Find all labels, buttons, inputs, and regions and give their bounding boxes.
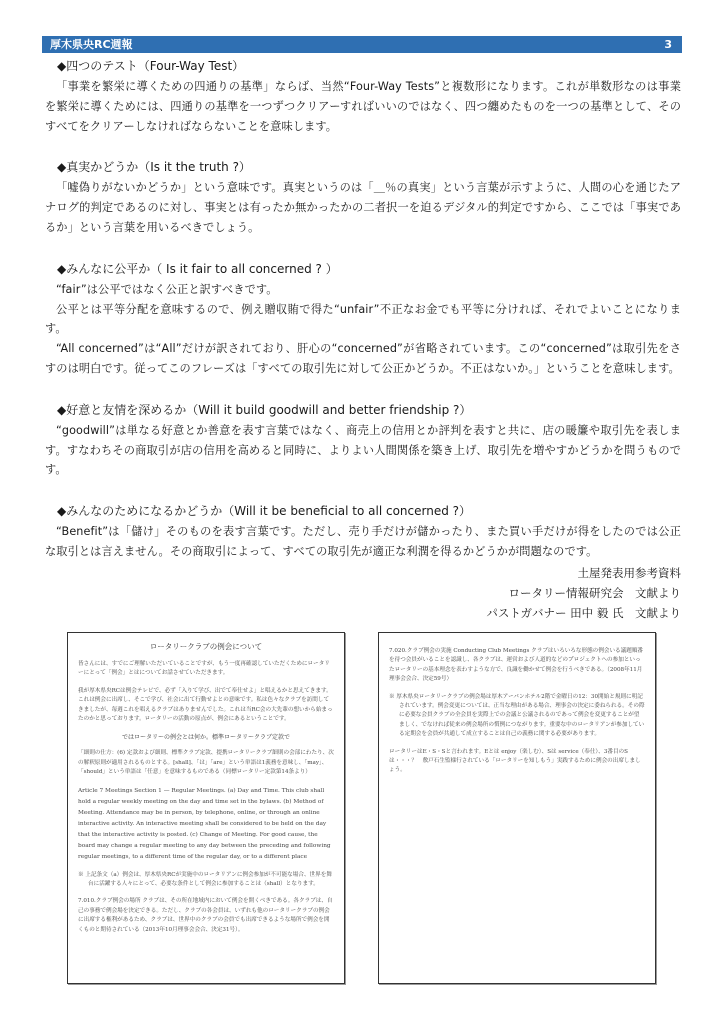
scan-note: ※ 厚木県央ロータリークラブの例会場は厚木アーバンホテル2階で金曜日の12：30開始と規則に明記されています。例会変更については、正当な理由がある場合、理事会の決定に委ねられる。その際に必要な会員クラブの全会員を実際上での会議と公議されるのであって例会を変更することが望ましく、でなければ従来の例会場所の慣例につながります。重要な中のロータリアンが参加している定期会を会員が共通して成立することは自己の義務に関する必要があります。	[389, 693, 645, 738]
section-paragraph: “goodwill”は単なる好意とか善意を表す言葉ではなく、商売上の信用とか評判を表すと共に、店の暖簾や取引先を表します。すなわちその商取引が店の信用を高めると同時に、よりよい人間関係を築き上げ、取引先を増やすかどうかを問うものです。	[45, 423, 681, 477]
scanned-document-left	[67, 632, 345, 984]
section-paragraph: “fair”は公平ではなく公正と訳すべきです。	[56, 282, 278, 296]
signature-line: 土屋発表用参考資料	[577, 565, 681, 580]
section-beneficial	[45, 503, 681, 562]
scanned-document-right	[378, 632, 656, 984]
section-paragraph: 「事業を繁栄に導くための四通りの基準」ならば、当然“Four-Way Tests”と複数形になります。これが単数形なのは事業を繁栄に導くためには、四通りの基準を一つずつクリアーすればいいのではなく、四つ纏めたものを一つの基準として、そのすべてをクリアーしなければならないことを意味します。	[45, 80, 681, 133]
article-body	[45, 58, 681, 623]
section-fair	[45, 261, 681, 379]
section-heading: ◆みんなのためになるかどうか（Will it be beneficial to all concerned ?）	[57, 504, 472, 519]
newsletter-title: 厚木県央RC週報	[50, 38, 133, 51]
scan-subheading: ではロータリーの例会とは何か。標準ロータリークラブ定款で	[121, 734, 290, 742]
section-paragraph: 「嘘偽りがないかどうか」という意味です。真実というのは「＿％の真実」という言葉が示すように、人間の心を通じたアナログ的判定であるのに対し、事実とは有ったか無かったかの二者択一を迫るデジタル的判定ですから、ここでは「事実であるか」という言葉を用いるべきでしょう。	[45, 181, 681, 234]
signature-block	[45, 563, 681, 623]
scan-paragraph: ロータリーはE・S・Sと言われます。Eとは enjoy（楽しむ）、Sは service（奉仕）、3番目のSは・・・？ 敷戸石生監様行されている「ロータリーを知しもう」実践するために例会の出席しましょう。	[389, 748, 641, 774]
section-heading: ◆好意と友情を深めるか（Will it build goodwill and better friendship ?）	[57, 402, 472, 417]
scan-note: ※ 上記条文（a）例会は、厚木県央RCが実施中のロータリアンに例会参加が不可能な場合、世界を舞台に活躍する人々にとって、必要な条件として例会に参加することは（shall）となります。	[78, 871, 332, 888]
scan-title: ロータリークラブの例会について	[149, 642, 263, 651]
header-bar	[42, 36, 682, 53]
scan-paragraph: 皆さんには、すでにご理解いただいていることですが、もう一度再確認していただくためにロータリーにとって「例会」とはについてお話させていただきます。	[78, 661, 330, 677]
section-four-way-test	[45, 58, 681, 136]
scan-paragraph: 7.020.クラブ例会の実施 Conducting Club Meetings クラブはいろいろな形態の例会いる議題順番を待つ会員がいることを認識し、各クラブは、運営および人道的などのプロジェクトへの参加といったロータリーの基本理念を表わすような方で、良識を働かせて例会を行うべきである。（2008年11月理事会会合、決定59号）	[389, 648, 644, 683]
section-paragraph: “Benefit”は「儲け」そのものを表す言葉です。ただし、売り手だけが儲かったり、また買い手だけが得をしたのでは公正な取引とは言えません。その商取引によって、すべての取引先が適正な利潤を得るかどうかが問題なのです。	[45, 525, 681, 558]
section-heading: ◆真実かどうか（Is it the truth ?）	[57, 160, 251, 175]
signature-line: パストガバナー 田中 毅 氏 文献より	[486, 605, 681, 620]
page-number: 3	[664, 38, 672, 51]
section-heading: ◆みんなに公平か（ Is it fair to all concerned ? ）	[57, 261, 338, 276]
scan-paragraph: 我が厚木県央RCは例会テレビで、必ず「入りて学び、出でて奉仕せよ」と唱えるかと思えてきます。これは例会に出席し、そこで学び、社会に出て行動せよとの意味です。私は色々なクラブを訪問してきましたが、毎週これを唱えるクラブはありませんでした。これは当RC会の大先輩の想いから始まったのかと思っております。ロータリーの活動の原点が、例会にあるということです。	[78, 687, 333, 723]
scan-paragraph: 7.010.クラブ例会の場所 クラブは、その所在地域内において例会を開くべきである。各クラブは、自己の事務で例会場を決定できる。ただし、クラブの各会員は、いずれも他のロータリークラブの例会に出席する権利があるため、クラブは、世界中のクラブの会員でも出席できるような場所で例会を開くものと期待されている（2013年10月理事会会合、決定31号）。	[78, 898, 333, 933]
section-paragraph: “All concerned”は“All”だけが訳されており、肝心の“concerned”が省略されています。この“concerned”は取引先をさすのは明白です。従ってこのフレーズは「すべての取引先に対して公正かどうか。不正はないか。」ということを意味します。	[45, 342, 681, 375]
scan-paragraph-english: Article 7 Meetings Section 1 — Regular Meetings. (a) Day and Time. This club shall hold a regular weekly meeting on the day and time set in the bylaws. (b) Method of Meeting. Attendance may be in person, by telephone, online, or through an online interactive activity. An interactive meeting shall be considered to be held on the day that the interactive activity is posted. (c) Change of Meeting. For good cause, the board may change a regular meeting to any day between the preceding and following regular meetings, to a different time of the regular day, or to a different place	[78, 787, 331, 860]
signature-line: ロータリー情報研究会 文献より	[508, 585, 681, 600]
section-heading: ◆四つのテスト（Four-Way Test）	[57, 59, 245, 73]
scan-paragraph: 「細則の仕方：(6) 定款および細則、標準クラブ定款、提携ロータリークラブ細則の会部にわたり、次の解釈原則が適用されるものとする。[shall]、「は」「are」という単語は1義務を意味し、「may」、「should」という単語は「任意」を意味するものである（同標ロータリー定款第14条より）	[78, 750, 334, 776]
section-truth	[45, 159, 681, 237]
section-goodwill	[45, 402, 681, 480]
section-paragraph: 公平とは平等分配を意味するので、例え贈収賄で得た“unfair”不正なお金でも平等に分ければ、それでよいことになります。	[45, 302, 681, 336]
